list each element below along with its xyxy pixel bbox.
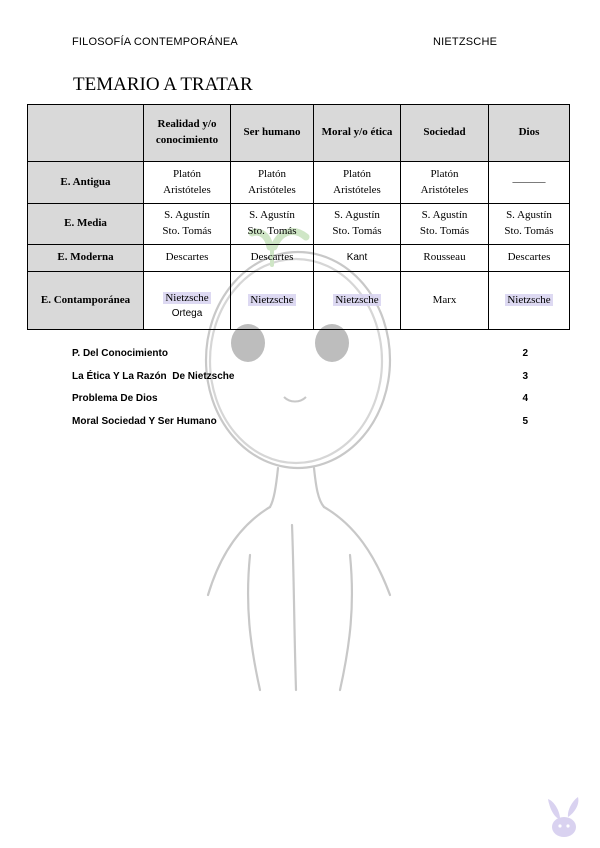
table-cell: Descartes (489, 245, 570, 272)
toc-page-number: 2 (522, 348, 528, 359)
bunny-logo-icon (540, 795, 586, 839)
table-cell: Descartes (144, 245, 231, 272)
table-cell: Platón Aristóteles (401, 162, 489, 204)
toc-item (72, 416, 528, 439)
table-cell: S. Agustín Sto. Tomás (489, 204, 570, 245)
table-corner-cell (28, 105, 144, 162)
column-header: Realidad y/o conocimiento (144, 105, 231, 162)
toc-item (72, 393, 528, 416)
row-header: E. Moderna (28, 245, 144, 272)
toc-item (72, 371, 528, 394)
row-header: E. Contamporánea (28, 272, 144, 330)
table-header-row (28, 105, 570, 162)
table-row (28, 272, 570, 330)
table-cell: Nietzsche Ortega (144, 272, 231, 330)
header-subject: FILOSOFÍA CONTEMPORÁNEA (72, 36, 238, 48)
table-cell: Nietzsche (489, 272, 570, 330)
column-header: Dios (489, 105, 570, 162)
table-row (28, 204, 570, 245)
toc-item (72, 348, 528, 371)
table-cell: Marx (401, 272, 489, 330)
toc-page-number: 5 (522, 415, 528, 427)
table-cell: Kant (314, 245, 401, 272)
column-header: Sociedad (401, 105, 489, 162)
table-cell: Descartes (231, 245, 314, 272)
toc-label: La Ética Y La Razón De Nietzsche (72, 370, 235, 382)
toc-page-number: 3 (522, 370, 528, 382)
toc-page-number: 4 (522, 393, 528, 404)
table-cell: Platón Aristóteles (314, 162, 401, 204)
table-cell: Platón Aristóteles (231, 162, 314, 204)
table-cell: S. Agustín Sto. Tomás (401, 204, 489, 245)
table-of-contents (72, 348, 528, 438)
syllabus-table (27, 104, 570, 330)
toc-label: Problema De Dios (72, 393, 158, 404)
toc-label: P. Del Conocimiento (72, 348, 168, 359)
empty-dash: ——— (512, 175, 546, 188)
table-cell: S. Agustín Sto. Tomás (144, 204, 231, 245)
row-header: E. Antigua (28, 162, 144, 204)
table-cell: Platón Aristóteles (144, 162, 231, 204)
table-row (28, 245, 570, 272)
column-header: Moral y/o ética (314, 105, 401, 162)
row-header: E. Media (28, 204, 144, 245)
table-cell: S. Agustín Sto. Tomás (314, 204, 401, 245)
page-title: TEMARIO A TRATAR (73, 74, 253, 95)
table-cell: Nietzsche (314, 272, 401, 330)
table-cell: S. Agustín Sto. Tomás (231, 204, 314, 245)
table-cell: Rousseau (401, 245, 489, 272)
table-cell: Nietzsche (231, 272, 314, 330)
column-header: Ser humano (231, 105, 314, 162)
table-row (28, 162, 570, 204)
table-cell (489, 162, 570, 204)
toc-label: Moral Sociedad Y Ser Humano (72, 415, 217, 427)
header-topic: NIETZSCHE (433, 36, 498, 48)
